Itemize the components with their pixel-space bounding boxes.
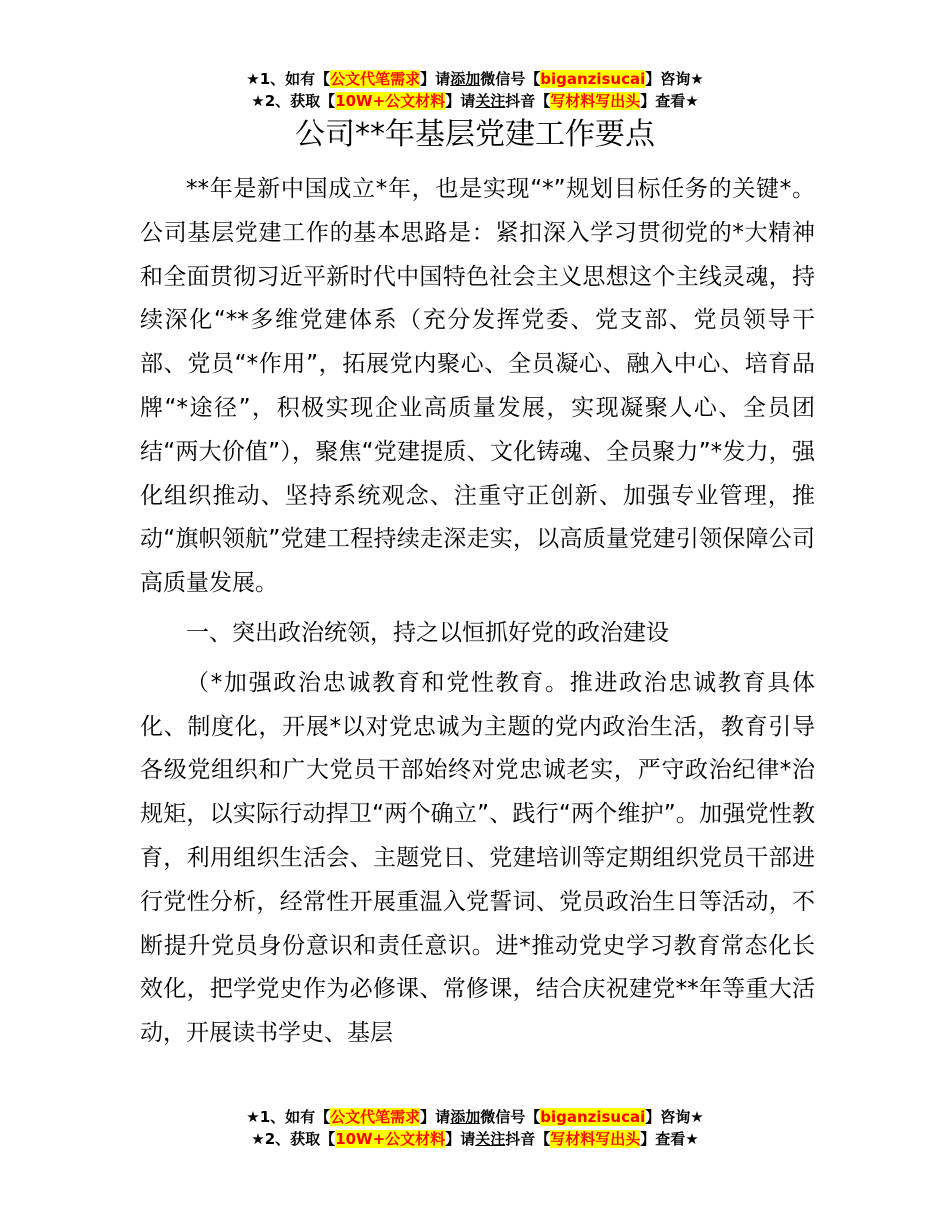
banner-text: 】查看★	[640, 1130, 699, 1148]
banner-underline: 添加	[450, 1108, 481, 1126]
highlight-douyin: 写材料写出头	[550, 1130, 641, 1148]
banner-text: 】咨询★	[645, 1108, 704, 1126]
banner-text: 】请	[445, 92, 476, 110]
banner-text: 抖音【	[505, 92, 551, 110]
banner-text: ★2、获取【	[251, 1130, 336, 1148]
document-body	[140, 168, 815, 1056]
highlight-materials: 10W+公文材料	[335, 92, 446, 110]
banner-text: 】请	[445, 1130, 476, 1148]
section-paragraph: （*加强政治忠诚教育和党性教育。推进政治忠诚教育具体化、制度化，开展*以对党忠诚为主题的党内政治生活，教育引导各级党组织和广大党员干部始终对党忠诚老实，严守政治纪律*治规矩，以实际行动捍卫“两个确立”、践行“两个维护”。加强党性教育，利用组织生活会、主题党日、党建培训等定期组织党员干部进行党性分析，经常性开展重温入党誓词、党员政治生日等活动，不断提升党员身份意识和责任意识。进*推动党史学习教育常态化长效化，把学党史作为必修课、常修课，结合庆祝建党**年等重大活动，开展读书学史、基层	[140, 669, 815, 1047]
banner-text: 】请	[420, 1108, 451, 1126]
banner-text: ★1、如有【	[246, 1108, 331, 1126]
highlight-service: 公文代笔需求	[330, 70, 421, 88]
banner-underline: 关注	[475, 92, 506, 110]
banner-line-2	[0, 90, 950, 112]
section-heading: 一、突出政治统领，持之以恒抓好党的政治建设	[186, 619, 669, 646]
highlight-wechat-id: biganzisucai	[540, 1108, 646, 1126]
banner-line-2	[0, 1128, 950, 1150]
highlight-service: 公文代笔需求	[330, 1108, 421, 1126]
banner-text: ★1、如有【	[246, 70, 331, 88]
banner-underline: 添加	[450, 70, 481, 88]
document-title: 公司**年基层党建工作要点	[295, 117, 655, 152]
banner-text: 】查看★	[640, 92, 699, 110]
banner-text: 微信号【	[480, 70, 541, 88]
highlight-wechat-id: biganzisucai	[540, 70, 646, 88]
banner-text: 微信号【	[480, 1108, 541, 1126]
banner-underline: 关注	[475, 1130, 506, 1148]
highlight-douyin: 写材料写出头	[550, 92, 641, 110]
header-banner	[0, 68, 950, 112]
banner-text: 】咨询★	[645, 70, 704, 88]
banner-text: 抖音【	[505, 1130, 551, 1148]
banner-text: ★2、获取【	[251, 92, 336, 110]
highlight-materials: 10W+公文材料	[335, 1130, 446, 1148]
intro-paragraph: **年是新中国成立*年，也是实现“*”规划目标任务的关键*。公司基层党建工作的基本思路是：紧扣深入学习贯彻党的*大精神和全面贯彻习近平新时代中国特色社会主义思想这个主线灵魂，持续深化“**多维党建体系（充分发挥党委、党支部、党员领导干部、党员“*作用”，拓展党内聚心、全员凝心、融入中心、培育品牌“*途径”，积极实现企业高质量发展，实现凝聚人心、全员团结“两大价值”），聚焦“党建提质、文化铸魂、全员聚力”*发力，强化组织推动、坚持系统观念、注重守正创新、加强专业管理，推动“旗帜领航”党建工程持续走深走实，以高质量党建引领保障公司高质量发展。	[140, 176, 815, 597]
banner-text: 】请	[420, 70, 451, 88]
footer-banner	[0, 1106, 950, 1150]
banner-line-1	[0, 1106, 950, 1128]
banner-line-1	[0, 68, 950, 90]
